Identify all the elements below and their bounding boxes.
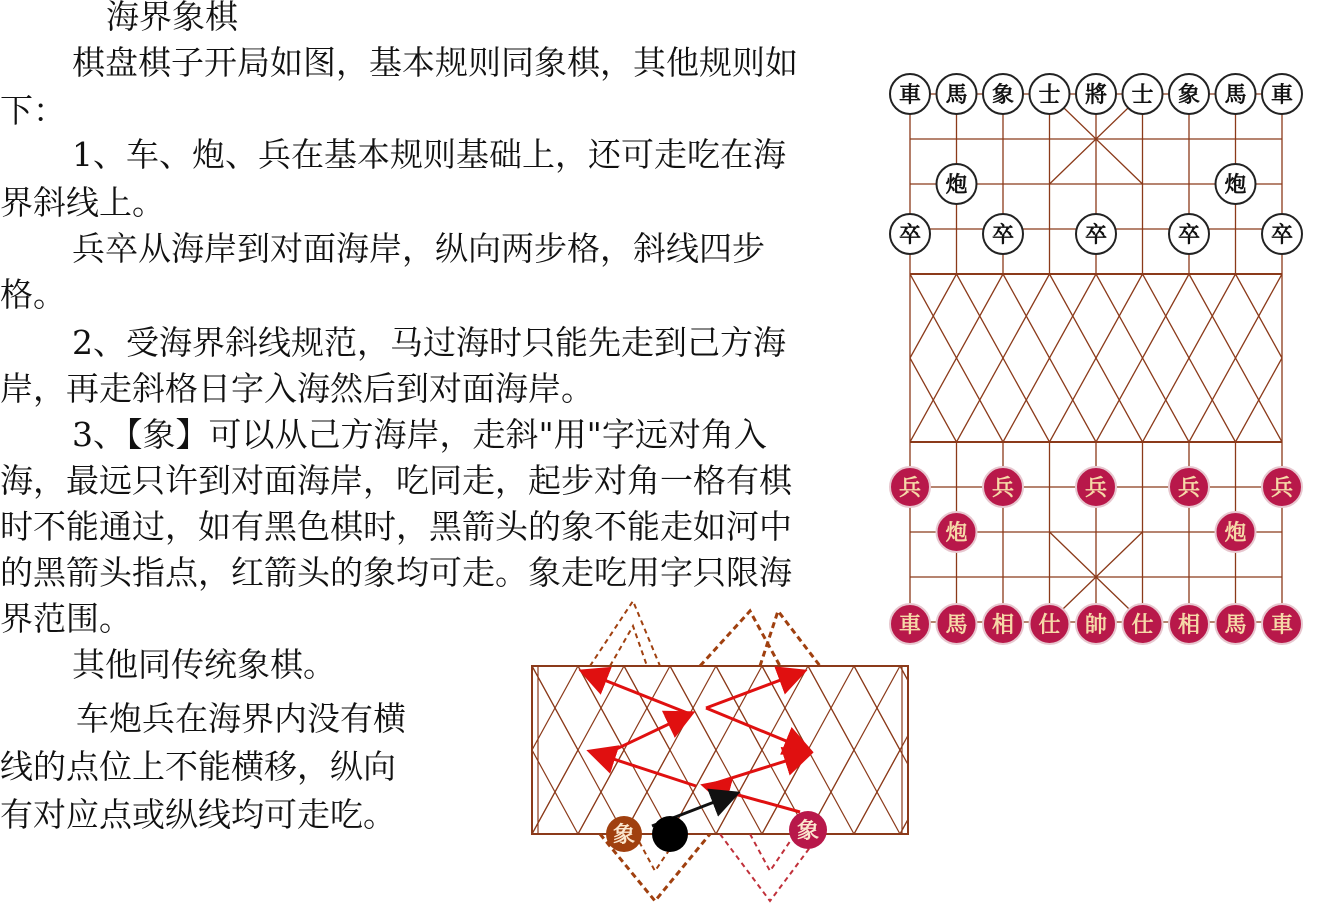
red-piece (937, 604, 977, 644)
red-piece (983, 604, 1023, 644)
text-line: 下： (0, 91, 66, 130)
svg-text:兵: 兵 (991, 475, 1015, 501)
text-line: 1、车、炮、兵在基本规则基础上，还可走吃在海 (72, 135, 786, 174)
black-piece (937, 164, 977, 204)
elephant-right-piece (789, 811, 827, 849)
red-piece (1076, 467, 1116, 507)
red-piece (1262, 604, 1302, 644)
text-line: 岸，再走斜格日字入海然后到对面海岸。 (0, 369, 594, 408)
red-piece (1123, 604, 1163, 644)
black-piece (1262, 214, 1302, 254)
red-piece (937, 512, 977, 552)
black-piece (1169, 74, 1209, 114)
svg-text:卒: 卒 (1270, 222, 1294, 248)
black-piece (1076, 214, 1116, 254)
side-text-line: 线的点位上不能横移，纵向 (0, 747, 396, 786)
red-piece (983, 467, 1023, 507)
sea-pieces (606, 811, 827, 852)
text-line: 界范围。 (0, 599, 132, 638)
board-diagram (884, 62, 1308, 662)
svg-text:兵: 兵 (1270, 475, 1294, 501)
black-piece (1076, 74, 1116, 114)
svg-text:卒: 卒 (898, 222, 922, 248)
svg-text:馬: 馬 (1224, 612, 1247, 638)
svg-text:帥: 帥 (1084, 612, 1108, 638)
text-line: 的黑箭头指点，红箭头的象均可走。象走吃用字只限海 (0, 553, 792, 592)
svg-text:兵: 兵 (1084, 475, 1108, 501)
svg-text:馬: 馬 (945, 612, 968, 638)
red-arrow (610, 714, 690, 752)
svg-text:兵: 兵 (1177, 475, 1201, 501)
text-line: 棋盘棋子开局如图，基本规则同象棋，其他规则如 (72, 43, 798, 82)
svg-text:將: 將 (1084, 82, 1108, 108)
red-piece (1262, 467, 1302, 507)
text-line: 海，最远只许到对面海岸，吃同走，起步对角一格有棋 (0, 461, 792, 500)
black-piece (1262, 74, 1302, 114)
red-piece (890, 467, 930, 507)
black-piece (890, 214, 930, 254)
text-line: 3、【象】可以从己方海岸，走斜"用"字远对角入 (72, 415, 767, 454)
elephant-left-label: 象 (612, 822, 636, 848)
red-piece (1169, 604, 1209, 644)
text-line: 时不能通过，如有黑色棋时，黑箭头的象不能走如河中 (0, 507, 792, 546)
svg-text:卒: 卒 (991, 222, 1015, 248)
document-title: 海界象棋 (106, 0, 238, 36)
elephant-left-piece (606, 816, 642, 852)
sea-move-diagram (520, 596, 920, 906)
black-piece (1216, 74, 1256, 114)
sea-arrows (584, 672, 808, 826)
black-piece (1169, 214, 1209, 254)
svg-text:相: 相 (991, 612, 1015, 638)
svg-text:車: 車 (898, 82, 922, 108)
black-blocker-piece (652, 816, 688, 852)
svg-text:車: 車 (898, 612, 922, 638)
svg-text:象: 象 (1177, 82, 1201, 108)
svg-text:卒: 卒 (1177, 222, 1201, 248)
side-text-line: 车炮兵在海界内没有横 (76, 699, 406, 738)
red-arrow (584, 672, 690, 714)
black-piece (1030, 74, 1070, 114)
black-piece (1123, 74, 1163, 114)
text-line: 其他同传统象棋。 (72, 645, 336, 684)
red-piece (1216, 512, 1256, 552)
black-piece (890, 74, 930, 114)
svg-text:卒: 卒 (1084, 222, 1108, 248)
black-piece (983, 214, 1023, 254)
svg-text:象: 象 (991, 82, 1015, 108)
svg-text:兵: 兵 (898, 475, 922, 501)
text-line: 2、受海界斜线规范，马过海时只能先走到己方海 (72, 323, 786, 362)
svg-text:炮: 炮 (945, 520, 968, 546)
text-line: 兵卒从海岸到对面海岸，纵向两步格，斜线四步 (72, 229, 765, 268)
black-piece (937, 74, 977, 114)
black-piece (983, 74, 1023, 114)
svg-text:馬: 馬 (1224, 82, 1247, 108)
red-arrow (706, 708, 808, 750)
svg-text:相: 相 (1177, 612, 1201, 638)
svg-text:仕: 仕 (1131, 612, 1154, 638)
svg-text:車: 車 (1270, 612, 1294, 638)
svg-text:炮: 炮 (1224, 172, 1247, 198)
text-line: 格。 (0, 275, 66, 314)
svg-text:士: 士 (1038, 82, 1061, 108)
sea-grid (520, 601, 920, 901)
red-piece (1076, 604, 1116, 644)
red-piece (1169, 467, 1209, 507)
svg-text:車: 車 (1270, 82, 1294, 108)
side-text-line: 有对应点或纵线均可走吃。 (0, 795, 396, 834)
svg-text:士: 士 (1131, 82, 1154, 108)
text-line: 界斜线上。 (0, 183, 165, 222)
svg-text:仕: 仕 (1038, 612, 1061, 638)
svg-text:馬: 馬 (945, 82, 968, 108)
red-piece (1030, 604, 1070, 644)
svg-text:炮: 炮 (1224, 520, 1247, 546)
svg-text:炮: 炮 (945, 172, 968, 198)
red-piece (1216, 604, 1256, 644)
elephant-right-label: 象 (796, 818, 820, 844)
black-piece (1216, 164, 1256, 204)
